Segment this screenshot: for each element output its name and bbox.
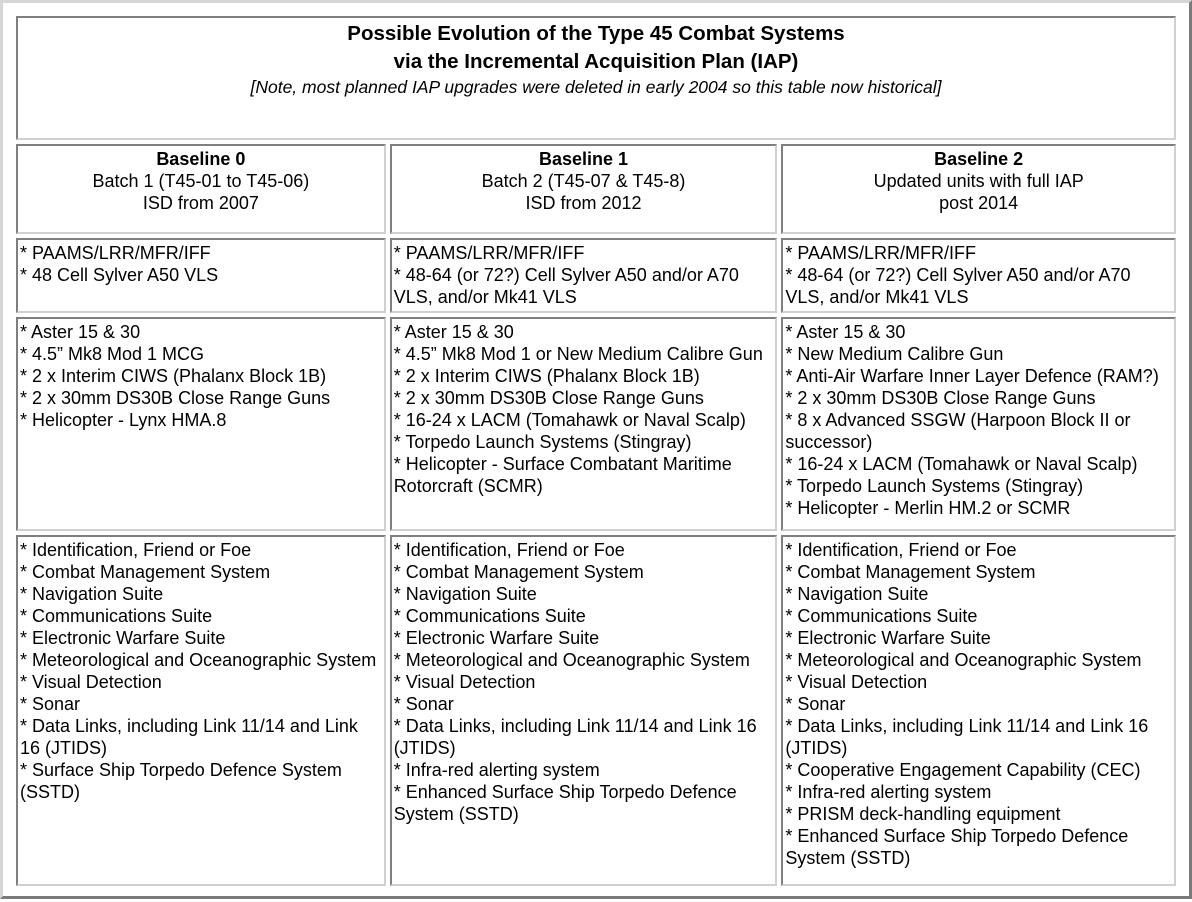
- list-item: * Infra-red alerting system: [393, 759, 600, 780]
- iap-evolution-table: [12, 12, 1180, 890]
- table-cell: [390, 535, 778, 886]
- list-item: * Electronic Warfare Suite: [785, 627, 991, 648]
- list-item: * PRISM deck-handling equipment: [785, 803, 1061, 824]
- table-cell: [16, 535, 386, 886]
- list-item: * Aster 15 & 30: [20, 322, 141, 343]
- table-cell: [781, 535, 1176, 886]
- list-item: * Sonar: [393, 693, 454, 714]
- list-item: * Electronic Warfare Suite: [20, 627, 226, 648]
- list-item: * Helicopter - Surface Combatant Maritime Rotorcraft (SCMR): [393, 454, 732, 497]
- list-item: * Surface Ship Torpedo Defence System (SSTD): [20, 759, 342, 802]
- table-title-cell: [16, 16, 1176, 140]
- list-item: * Infra-red alerting system: [785, 781, 992, 802]
- table-note: [Note, most planned IAP upgrades were deleted in early 2004 so this table now historical]: [250, 77, 942, 97]
- list-item: * Visual Detection: [393, 671, 536, 692]
- list-item: * 16-24 x LACM (Tomahawk or Naval Scalp): [785, 454, 1138, 475]
- list-item: * Torpedo Launch Systems (Stingray): [393, 432, 692, 453]
- table-cell: [16, 238, 386, 313]
- list-item: * Anti-Air Warfare Inner Layer Defence (RAM?): [785, 366, 1159, 387]
- list-item: * PAAMS/LRR/MFR/IFF: [785, 243, 977, 263]
- column-header-baseline-1: [390, 144, 778, 234]
- column-header-title: Baseline 2: [934, 149, 1024, 169]
- list-item: * 2 x 30mm DS30B Close Range Guns: [20, 388, 331, 409]
- column-header-title: Baseline 0: [156, 149, 246, 169]
- list-item: * 8 x Advanced SSGW (Harpoon Block II or successor): [785, 410, 1131, 453]
- column-header-line-2: post 2014: [939, 193, 1019, 213]
- table-title-line-2: via the Incremental Acquisition Plan (IAP): [393, 50, 799, 73]
- table-cell: [390, 238, 778, 313]
- column-header-baseline-2: [781, 144, 1176, 234]
- table-row-sensors-vls: [16, 238, 1176, 313]
- list-item: * Sonar: [785, 693, 846, 714]
- column-header-baseline-0: [16, 144, 386, 234]
- column-header-title: Baseline 1: [538, 149, 629, 169]
- list-item: * Combat Management System: [393, 561, 644, 582]
- list-item: * Combat Management System: [785, 561, 1036, 582]
- list-item: * Visual Detection: [20, 671, 162, 692]
- list-item: * Navigation Suite: [20, 583, 164, 604]
- table-title-line-1: Possible Evolution of the Type 45 Combat Systems: [347, 22, 845, 45]
- list-item: * Meteorological and Oceanographic System: [393, 649, 750, 670]
- table-cell: [781, 317, 1176, 530]
- list-item: * 2 x Interim CIWS (Phalanx Block 1B): [20, 366, 327, 387]
- list-item: * Communications Suite: [20, 605, 213, 626]
- column-header-line-2: ISD from 2012: [525, 193, 642, 213]
- column-header-line-2: ISD from 2007: [142, 193, 259, 213]
- list-item: * Aster 15 & 30: [785, 322, 906, 343]
- list-item: * Identification, Friend or Foe: [393, 539, 625, 560]
- list-item: * Combat Management System: [20, 561, 271, 582]
- list-item: * Aster 15 & 30: [393, 322, 514, 343]
- list-item: * Communications Suite: [785, 605, 978, 626]
- column-header-line-1: Updated units with full IAP: [873, 171, 1084, 191]
- list-item: * 2 x Interim CIWS (Phalanx Block 1B): [393, 366, 700, 387]
- table-row-systems: [16, 535, 1176, 886]
- column-header-line-1: Batch 1 (T45-01 to T45-06): [92, 171, 310, 191]
- list-item: * 48-64 (or 72?) Cell Sylver A50 and/or A70 VLS, and/or Mk41 VLS: [785, 265, 1131, 307]
- list-item: * Identification, Friend or Foe: [20, 539, 252, 560]
- list-item: * PAAMS/LRR/MFR/IFF: [393, 243, 585, 263]
- list-item: * Visual Detection: [785, 671, 928, 692]
- table-row-weapons: [16, 317, 1176, 530]
- list-item: * 16-24 x LACM (Tomahawk or Naval Scalp): [393, 410, 746, 431]
- list-item: * 48-64 (or 72?) Cell Sylver A50 and/or A70 VLS, and/or Mk41 VLS: [393, 265, 739, 307]
- list-item: * Identification, Friend or Foe: [785, 539, 1017, 560]
- list-item: * 4.5” Mk8 Mod 1 or New Medium Calibre Gun: [393, 344, 763, 365]
- column-header-line-1: Batch 2 (T45-07 & T45-8): [481, 171, 686, 191]
- list-item: * PAAMS/LRR/MFR/IFF: [20, 243, 211, 263]
- list-item: * Torpedo Launch Systems (Stingray): [785, 476, 1084, 497]
- list-item: * Meteorological and Oceanographic System: [20, 649, 377, 670]
- list-item: * Communications Suite: [393, 605, 586, 626]
- list-item: * 48 Cell Sylver A50 VLS: [20, 265, 219, 285]
- list-item: * Meteorological and Oceanographic System: [785, 649, 1142, 670]
- list-item: * Navigation Suite: [393, 583, 537, 604]
- table-cell: [390, 317, 778, 530]
- list-item: * Enhanced Surface Ship Torpedo Defence System (SSTD): [785, 825, 1129, 868]
- list-item: * Data Links, including Link 11/14 and Link 16 (JTIDS): [20, 715, 358, 758]
- list-item: * Sonar: [20, 693, 81, 714]
- table-cell: [16, 317, 386, 530]
- list-item: * Cooperative Engagement Capability (CEC): [785, 759, 1141, 780]
- header-row: [16, 144, 1176, 234]
- list-item: * Navigation Suite: [785, 583, 929, 604]
- list-item: * Helicopter - Merlin HM.2 or SCMR: [785, 498, 1071, 519]
- list-item: * 2 x 30mm DS30B Close Range Guns: [785, 388, 1096, 409]
- list-item: * Enhanced Surface Ship Torpedo Defence System (SSTD): [393, 781, 737, 824]
- list-item: * New Medium Calibre Gun: [785, 344, 1004, 365]
- list-item: * Helicopter - Lynx HMA.8: [20, 410, 227, 431]
- list-item: * 2 x 30mm DS30B Close Range Guns: [393, 388, 704, 409]
- list-item: * 4.5” Mk8 Mod 1 MCG: [20, 344, 205, 365]
- title-row: [16, 16, 1176, 140]
- list-item: * Data Links, including Link 11/14 and Link 16 (JTIDS): [393, 715, 757, 758]
- list-item: * Data Links, including Link 11/14 and Link 16 (JTIDS): [785, 715, 1149, 758]
- list-item: * Electronic Warfare Suite: [393, 627, 600, 648]
- table-cell: [781, 238, 1176, 313]
